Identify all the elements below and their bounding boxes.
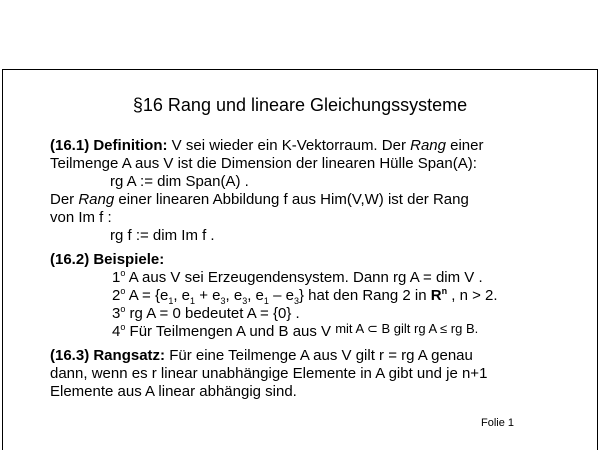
rank-theorem-line-3: Elemente aus A linear abhängig sind. bbox=[50, 383, 297, 400]
rank-theorem-heading: (16.3) Rangsatz: bbox=[50, 347, 166, 364]
rank-theorem-line-2: dann, wenn es r linear unabhängige Elemente in A gibt und je n+1 bbox=[50, 365, 488, 382]
rank-theorem-line-1: (16.3) Rangsatz: Für eine Teilmenge A aus V gilt r = rg A genau bbox=[50, 347, 473, 364]
slide-content bbox=[50, 137, 590, 401]
definition-line-1: (16.1) Definition: V sei wieder ein K-Vektorraum. Der Rang einer bbox=[50, 137, 484, 154]
example-item-4: 4$^o$ Für Teilmengen A und B aus V mit A ⊂ B gilt rg A ≤ rg B. bbox=[112, 321, 479, 340]
example-item-2: 2$^o$ $A = \{e_1$, $e_1 + e_3$, $e_3$, $e_1 - e_3$} hat den Rang 2 in $R^n$ , n > 2. bbox=[112, 286, 498, 306]
definition-line-3: Der Rang einer linearen Abbildung f aus Him(V,W) ist der Rang bbox=[50, 191, 469, 208]
slide-title: §16 Rang und lineare Gleichungssysteme bbox=[132, 95, 468, 115]
subset-rank-formula: mit A ⊂ B gilt rg A ≤ rg B. bbox=[335, 321, 479, 336]
example-item-3: 3$^o$ rg A = 0 bedeutet A = {0} . bbox=[112, 304, 300, 322]
definition-formula-rank-set: rg A := dim Span(A) . bbox=[110, 173, 249, 190]
examples-heading: (16.2) Beispiele: bbox=[50, 251, 165, 268]
definition-formula-rank-map: rg f := dim Im f . bbox=[110, 227, 215, 244]
definition-heading: (16.1) Definition: bbox=[50, 137, 168, 154]
definition-line-4: von Im f : bbox=[50, 209, 112, 226]
example-item-1: 1$^o$ A aus V sei Erzeugendensystem. Dann rg A = dim V . bbox=[112, 268, 483, 286]
slide-footer-label: Folie 1 bbox=[481, 417, 515, 429]
definition-line-2: Teilmenge A aus V ist die Dimension der linearen Hülle Span(A): bbox=[50, 155, 477, 172]
